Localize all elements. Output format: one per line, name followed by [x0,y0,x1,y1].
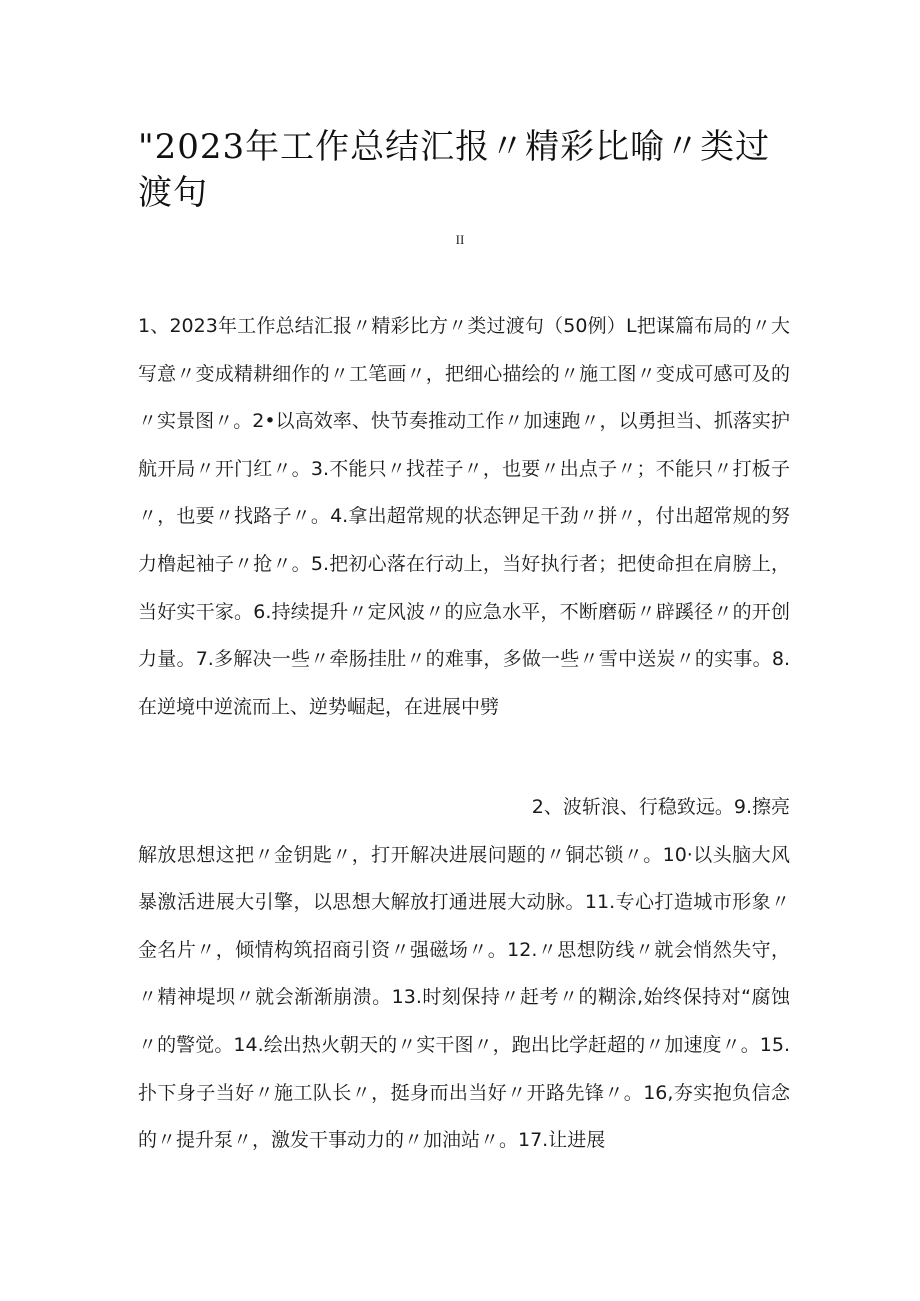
paragraph-2-body: 解放思想这把〃金钥匙〃，打开解决进展问题的〃铜芯锁〃。10·以头脑大风暴激活进展大引擎，以思想大解放打通进展大动脉。11.专心打造城市形象〃金名片〃，倾情构筑招商引资〃强磁场〃。12.〃思想防线〃就会悄然失守，〃精神堤坝〃就会渐渐崩溃。13.时刻保持〃赶考〃的糊涂,始终保持对“腐蚀〃的警觉。14.绘出热火朝天的〃实干图〃，跑出比学赶超的〃加速度〃。15.扑下身子当好〃施工队长〃，挺身而出当好〃开路先锋〃。16,夯实抱负信念的〃提升泵〃，激发干事动力的〃加油站〃。17.让进展 [138,843,790,1152]
paragraph-2-first-line: 2、波斩浪、行稳致远。9.擦亮 [531,796,790,818]
document-subtitle: II [455,232,465,247]
paragraph-1: 1、2023年工作总结汇报〃精彩比方〃类过渡句（50例）L把谋篇布局的〃大写意〃变成精耕细作的〃工笔画〃，把细心描绘的〃施工图〃变成可感可及的〃实景图〃。2•以高效率、快节奏推动工作〃加速跑〃，以勇担当、抓落实护航开局〃开门红〃。3.不能只〃找茬子〃，也要〃出点子〃；不能只〃打板子〃，也要〃找路子〃。4.拿出超常规的状态钾足干劲〃拼〃，付出超常规的努力橹起袖子〃抢〃。5.把初心落在行动上，当好执行者；把使命担在肩膀上，当好实干家。6.持续提升〃定风波〃的应急水平，不断磨砺〃辟蹊径〃的开创力量。7.多解决一些〃牵肠挂肚〃的难事，多做一些〃雪中送炭〃的实事。8.在逆境中逆流而上、逆势崛起，在进展中劈 [138,315,790,718]
document-title: "2023年工作总结汇报〃精彩比喻〃类过渡句 [138,127,771,213]
paragraph-2 [138,784,790,1165]
